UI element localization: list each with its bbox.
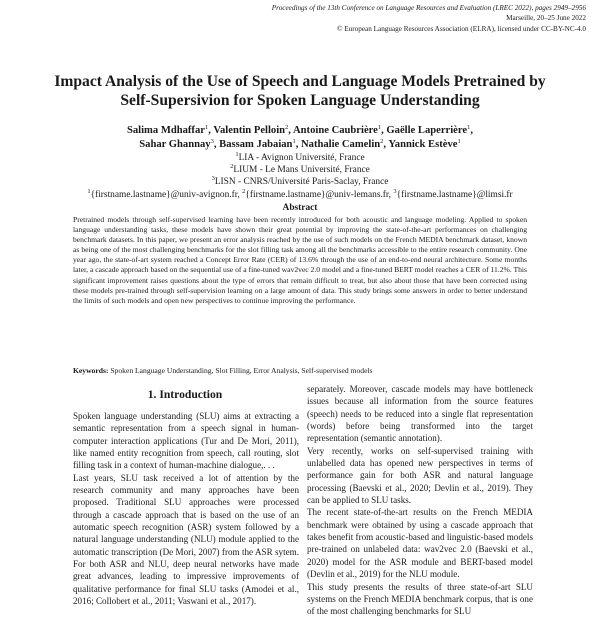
author-name: Nathalie Camelin — [301, 139, 381, 150]
paragraph: Very recently, works on self-supervised training with unlabelled data has opened new perspectives in terms of performance gain for both ASR and natural language processing (Baevski et al., 2020; Devlin et al., 2019). They can be applied to SLU tasks. — [307, 445, 533, 506]
keywords-label: Keywords: — [73, 366, 109, 375]
email-address: {firstname.lastname}@univ-lemans.fr, — [245, 189, 394, 200]
author-affiliation-mark: 1 — [467, 124, 471, 131]
author-affiliation-mark: 1 — [292, 138, 296, 145]
keywords — [73, 366, 527, 375]
author-affiliation-mark: 1 — [204, 124, 209, 131]
author-name: Gaëlle Laperrière — [386, 125, 468, 136]
section-heading: 1. Introduction — [147, 388, 223, 401]
author-name: Valentin Pelloin — [213, 125, 286, 136]
email-address: {firstname.lastname}@univ-avignon.fr, — [90, 189, 243, 200]
author-list — [40, 124, 560, 152]
affiliation-line: $^1$LIA - Avignon Université, France — [235, 151, 365, 163]
proceedings-line: Proceedings of the 13th Conference on Language Resources and Evaluation (LREC 2022), pages 2949–2956 — [271, 4, 586, 12]
paragraph: separately. Moreover, cascade models may have bottleneck issues because all information from the source features (speech) needs to be reduced into a single flat representation (words) before being transformed into the target representation (semantic annotation). — [307, 384, 533, 444]
paragraph: Spoken language understanding (SLU) aims at extracting a semantic representation from a speech signal in human-computer interaction applications (Tur and De Mori, 2011), like named entity recognition from speech, call routing, slot filling task in a context of human-machine dialogue,. . . — [73, 411, 299, 471]
author-affiliation-mark: 2 — [285, 124, 289, 131]
right-column — [307, 383, 533, 618]
paper-title — [40, 72, 560, 110]
keywords-text: Spoken Language Understanding, Slot Filling, Error Analysis, Self-supervised models — [108, 366, 373, 375]
affiliation-line: $^2$LIUM - Le Mans Université, France — [230, 163, 370, 176]
affiliation-line: $^3$LISN - CNRS/Université Paris-Saclay, France — [211, 175, 389, 188]
title-line-2: Self-Supersivion for Spoken Language Understanding — [120, 92, 480, 109]
author-name: Antoine Caubrière — [293, 125, 378, 136]
author-line-2: Sahar Ghannay$^3$, Bassam Jabaian$^1$, Nathalie Camelin$^2$, Yannick Estève$^1$ — [139, 138, 461, 150]
paragraph: This study presents the results of three state-of-art SLU systems on the French MEDIA benchmark corpus, that is one of the most challenging benchmarks for SLU — [307, 581, 533, 617]
author-affiliation-mark: 1 — [457, 138, 461, 145]
author-affiliation-mark: 3 — [210, 138, 214, 145]
author-name: Salima Mdhaffar — [126, 125, 205, 136]
left-column — [73, 410, 299, 608]
author-line-1: Salima Mdhaffar$^1$, Valentin Pelloin$^2$, Antoine Caubrière$^1$, Gaëlle Laperrière$^1$, — [126, 124, 474, 136]
location-date-line: Marseille, 20–25 June 2022 — [506, 14, 586, 23]
email-line: $^1${firstname.lastname}@univ-avignon.fr, $^2${firstname.lastname}@univ-lemans.fr, $^3${firstname.lastname}@limsi.fr — [87, 187, 513, 200]
affiliations — [40, 152, 560, 201]
paragraph: The recent state-of-the-art results on the French MEDIA benchmark were obtained by using a cascade approach that takes benefit from acoustic-based and linguistic-based models pre-trained on unlabeled data: wav2vec 2.0 (Baevski et al., 2020) model for the ASR module and BERT-based model (Devlin et al., 2019) for the NLU module. — [307, 507, 533, 580]
copyright-line: © European Language Resources Association (ELRA), licensed under CC-BY-NC-4.0 — [337, 24, 586, 33]
author-affiliation-mark: 2 — [380, 138, 384, 145]
paragraph: Last years, SLU task received a lot of attention by the research community and many approaches have been proposed. Traditional SLU approaches were processed through a cascade approach that is based on the use of an automatic speech recognition (ASR) system followed by a natural language understanding (NLU) module applied to the automatic transcription (De Mori, 2007) from the ASR sytem. For both ASR and NLU, deep neural networks have made great advances, leading to impressive improvements of qualitative performance for final SLU tasks (Amodei et al., 2016; Collobert et al., 2011; Vaswani et al., 2017). — [73, 472, 299, 607]
email-address: {firstname.lastname}@limsi.fr — [396, 189, 513, 200]
proceedings-header — [256, 3, 586, 34]
abstract-text: Pretrained models through self-supervised learning have been recently introduced for both acoustic and language modeling. Applied to spoken language understanding tasks, these models have shown their great potential by improving the state-of-the-art performances on challenging benchmark datasets. In this paper, we present an error analysis reached by the use of such models on the French MEDIA benchmark dataset, known as being one of the most challenging benchmarks for the slot filling task among all the benchmarks accessible to the entire research community. One year ago, the state-of-art system reached a Concept Error Rate (CER) of 13.6% through the use of an end-to-end neural architecture. Some months later, a cascade approach based on the sequential use of a fine-tuned wav2vec 2.0 model and a fine-tuned BERT model reaches a CER of 11.2%. This significant improvement raises questions about the type of errors that remain difficult to treat, but also about those that have been corrected using these models pre-trained through self-supervision learning on a large amount of data. This study brings some answers in order to better understand the limits of such models and open new perspectives to continue improving the performance. — [73, 215, 527, 305]
author-name: Bassam Jabaian — [219, 139, 293, 150]
author-name: Sahar Ghannay — [139, 139, 211, 150]
title-line-1: Impact Analysis of the Use of Speech and Language Models Pretrained by — [54, 73, 546, 90]
author-name: Yannick Estève — [388, 139, 458, 150]
abstract-heading: Abstract — [282, 203, 318, 213]
author-affiliation-mark: 1 — [377, 124, 382, 131]
